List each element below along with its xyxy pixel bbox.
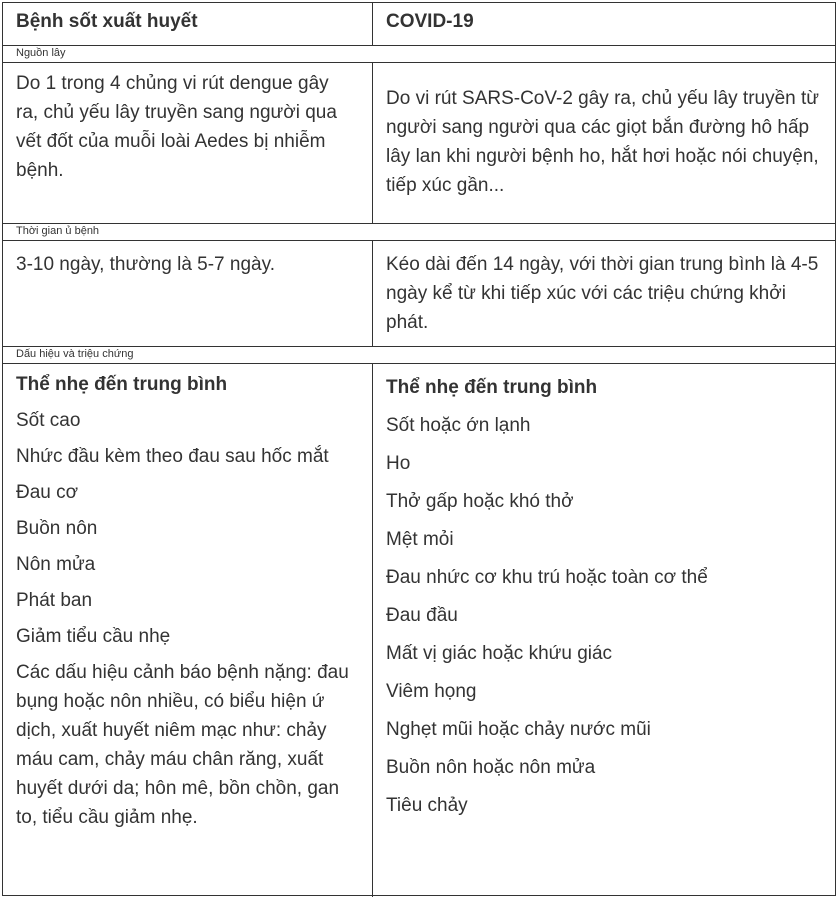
list-item: Đau đầu <box>386 605 458 626</box>
list-item: Tiêu chảy <box>386 795 468 816</box>
list-item: Nhức đầu kèm theo đau sau hốc mắt <box>16 446 329 467</box>
section-label-source: Nguồn lây <box>16 47 66 59</box>
column-divider <box>372 240 373 346</box>
row-divider <box>3 45 835 46</box>
list-item: Mệt mỏi <box>386 529 454 550</box>
column-divider <box>372 3 373 45</box>
list-item: Mất vị giác hoặc khứu giác <box>386 643 613 664</box>
list-item: Nghẹt mũi hoặc chảy nước mũi <box>386 719 651 740</box>
list-item: Ho <box>386 453 411 474</box>
list-item: Viêm họng <box>386 681 477 702</box>
incubation-covid: Kéo dài đến 14 ngày, với thời gian trung bình là 4-5 ngày kể từ khi tiếp xúc với các triệu chứng khởi phát. <box>386 254 819 333</box>
source-dengue: Do 1 trong 4 chủng vi rút dengue gây ra, chủ yếu lây truyền sang người qua vết đốt của muỗi loài Aedes bị nhiễm bệnh. <box>16 73 337 181</box>
section-label-incubation: Thời gian ủ bệnh <box>16 225 100 237</box>
list-item: Sốt hoặc ớn lạnh <box>386 415 531 436</box>
row-divider <box>3 240 835 241</box>
symptoms-covid-list <box>386 411 826 820</box>
incubation-dengue: 3-10 ngày, thường là 5-7 ngày. <box>16 254 275 275</box>
symptoms-dengue <box>16 370 356 832</box>
header-covid: COVID-19 <box>386 11 474 32</box>
row-divider <box>3 62 835 63</box>
column-divider <box>372 363 373 897</box>
symptoms-covid <box>386 373 826 820</box>
list-item: Buồn nôn hoặc nôn mửa <box>386 757 596 778</box>
symptoms-dengue-title: Thể nhẹ đến trung bình <box>16 374 228 395</box>
list-item: Nôn mửa <box>16 554 96 575</box>
list-item: Phát ban <box>16 590 93 611</box>
list-item: Đau nhức cơ khu trú hoặc toàn cơ thể <box>386 567 708 588</box>
list-item: Giảm tiểu cầu nhẹ <box>16 626 171 647</box>
source-covid: Do vi rút SARS-CoV-2 gây ra, chủ yếu lây truyền từ người sang người qua các giọt bắn đường hô hấp lây lan khi người bệnh ho, hắt hơi hoặc nói chuyện, tiếp xúc gần... <box>386 88 820 196</box>
header-dengue: Bệnh sốt xuất huyết <box>16 11 198 32</box>
list-item: Đau cơ <box>16 482 79 503</box>
symptoms-covid-title: Thể nhẹ đến trung bình <box>386 377 598 398</box>
column-divider <box>372 62 373 223</box>
list-item: Các dấu hiệu cảnh báo bệnh nặng: đau bụng hoặc nôn nhiều, có biểu hiện ứ dịch, xuất huyết niêm mạc như: chảy máu cam, chảy máu chân răng, xuất huyết dưới da; hôn mê, bồn chồn, gan to, tiểu cầu giảm nhẹ. <box>16 662 349 828</box>
symptoms-dengue-list <box>16 406 356 832</box>
row-divider <box>3 363 835 364</box>
row-divider <box>3 223 835 224</box>
section-label-symptoms: Dấu hiệu và triệu chứng <box>16 348 134 360</box>
comparison-table <box>2 2 836 896</box>
list-item: Sốt cao <box>16 410 81 431</box>
list-item: Buồn nôn <box>16 518 98 539</box>
list-item: Thở gấp hoặc khó thở <box>386 491 574 512</box>
